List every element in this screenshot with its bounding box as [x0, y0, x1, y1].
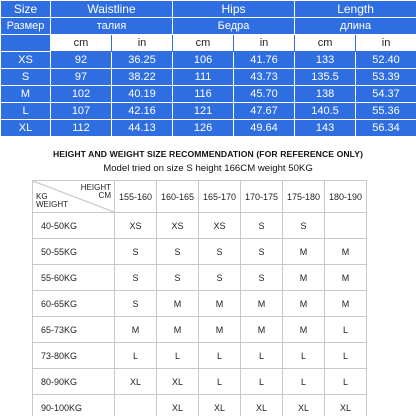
- size-row: [1, 86, 416, 103]
- recommended-size-cell: M: [283, 239, 325, 265]
- measurement-cell: 112: [51, 120, 112, 137]
- recommended-size-cell: XS: [199, 213, 241, 239]
- recommendation-subtitle: Model tried on size S height 166CM weight 50KG: [103, 163, 313, 174]
- recommended-size-cell: [325, 213, 367, 239]
- recommended-size-cell: M: [325, 265, 367, 291]
- weight-row: [33, 395, 367, 416]
- measurement-cell: 56.34: [356, 120, 416, 137]
- recommended-size-cell: XL: [157, 395, 199, 416]
- header-waistline-ru: талия: [51, 18, 173, 35]
- height-range-cell: 160-165: [157, 181, 199, 213]
- weight-range-cell: 80-90KG: [33, 369, 115, 395]
- weight-row: [33, 239, 367, 265]
- height-weight-table: [32, 180, 367, 416]
- unit-cell: in: [234, 35, 295, 52]
- recommended-size-cell: L: [157, 343, 199, 369]
- recommended-size-cell: S: [115, 291, 157, 317]
- recommended-size-cell: S: [157, 239, 199, 265]
- measurement-cell: 138: [295, 86, 356, 103]
- recommended-size-cell: L: [199, 369, 241, 395]
- recommended-size-cell: L: [325, 343, 367, 369]
- corner-height-unit: CM: [98, 191, 111, 200]
- recommended-size-cell: M: [241, 317, 283, 343]
- measurement-cell: 36.25: [112, 52, 173, 69]
- recommended-size-cell: M: [325, 239, 367, 265]
- measurement-cell: 52.40: [356, 52, 416, 69]
- weight-row: [33, 265, 367, 291]
- height-range-cell: 165-170: [199, 181, 241, 213]
- recommended-size-cell: L: [199, 343, 241, 369]
- header-hips: Hips: [173, 1, 295, 18]
- recommended-size-cell: XL: [241, 395, 283, 416]
- measurement-cell: 121: [173, 103, 234, 120]
- recommended-size-cell: M: [199, 291, 241, 317]
- unit-cell: cm: [295, 35, 356, 52]
- weight-range-cell: 60-65KG: [33, 291, 115, 317]
- header-hips-ru: Бедра: [173, 18, 295, 35]
- size-chart-header-ru-row: [1, 18, 416, 35]
- measurement-cell: 47.67: [234, 103, 295, 120]
- recommended-size-cell: S: [241, 213, 283, 239]
- recommended-size-cell: XL: [283, 395, 325, 416]
- height-weight-body: [33, 213, 367, 416]
- recommended-size-cell: S: [283, 213, 325, 239]
- size-label-cell: L: [1, 103, 51, 120]
- size-chart-header-row: [1, 1, 416, 18]
- recommended-size-cell: XL: [115, 369, 157, 395]
- weight-row: [33, 213, 367, 239]
- weight-range-cell: 40-50KG: [33, 213, 115, 239]
- recommended-size-cell: L: [325, 317, 367, 343]
- recommended-size-cell: M: [283, 265, 325, 291]
- measurement-cell: 106: [173, 52, 234, 69]
- measurement-cell: 44.13: [112, 120, 173, 137]
- recommended-size-cell: M: [199, 317, 241, 343]
- size-row: [1, 52, 416, 69]
- measurement-cell: 54.37: [356, 86, 416, 103]
- header-size-ru: Размер: [1, 18, 51, 35]
- recommended-size-cell: XL: [157, 369, 199, 395]
- size-label-cell: S: [1, 69, 51, 86]
- size-row: [1, 69, 416, 86]
- weight-range-cell: 55-60KG: [33, 265, 115, 291]
- height-range-cell: 155-160: [115, 181, 157, 213]
- size-row: [1, 103, 416, 120]
- recommended-size-cell: L: [283, 369, 325, 395]
- measurement-cell: 102: [51, 86, 112, 103]
- measurement-cell: 107: [51, 103, 112, 120]
- recommended-size-cell: L: [283, 343, 325, 369]
- recommended-size-cell: S: [199, 239, 241, 265]
- height-header-row: [33, 181, 367, 213]
- size-chart-table: [0, 0, 416, 137]
- measurement-cell: 43.73: [234, 69, 295, 86]
- units-blank-cell: [1, 35, 51, 52]
- weight-range-cell: 90-100KG: [33, 395, 115, 416]
- measurement-cell: 40.19: [112, 86, 173, 103]
- measurement-cell: 143: [295, 120, 356, 137]
- weight-range-cell: 73-80KG: [33, 343, 115, 369]
- weight-range-cell: 65-73KG: [33, 317, 115, 343]
- unit-cell: cm: [51, 35, 112, 52]
- measurement-cell: 116: [173, 86, 234, 103]
- weight-row: [33, 369, 367, 395]
- measurement-cell: 135.5: [295, 69, 356, 86]
- recommended-size-cell: XS: [157, 213, 199, 239]
- corner-weight-unit: KG: [36, 192, 48, 201]
- measurement-cell: 42.16: [112, 103, 173, 120]
- recommended-size-cell: M: [157, 291, 199, 317]
- weight-row: [33, 343, 367, 369]
- header-length-ru: длина: [295, 18, 416, 35]
- recommendation-title: HEIGHT AND WEIGHT SIZE RECOMMENDATION (FOR REFERENCE ONLY): [52, 149, 364, 159]
- unit-cell: in: [112, 35, 173, 52]
- recommended-size-cell: M: [283, 317, 325, 343]
- recommended-size-cell: S: [157, 265, 199, 291]
- corner-height-label: [81, 184, 111, 200]
- corner-height-text: HEIGHT: [80, 183, 111, 192]
- unit-cell: cm: [173, 35, 234, 52]
- recommended-size-cell: M: [157, 317, 199, 343]
- unit-cell: in: [356, 35, 416, 52]
- size-label-cell: M: [1, 86, 51, 103]
- measurement-cell: 38.22: [112, 69, 173, 86]
- recommended-size-cell: S: [199, 265, 241, 291]
- recommended-size-cell: L: [325, 369, 367, 395]
- recommended-size-cell: [115, 395, 157, 416]
- size-chart-units-row: [1, 35, 416, 52]
- measurement-cell: 41.76: [234, 52, 295, 69]
- recommended-size-cell: XL: [325, 395, 367, 416]
- measurement-cell: 133: [295, 52, 356, 69]
- recommended-size-cell: M: [241, 291, 283, 317]
- recommended-size-cell: S: [115, 265, 157, 291]
- header-size: Size: [1, 1, 51, 18]
- measurement-cell: 111: [173, 69, 234, 86]
- header-waistline: Waistline: [51, 1, 173, 18]
- recommended-size-cell: S: [241, 265, 283, 291]
- recommended-size-cell: S: [241, 239, 283, 265]
- recommended-size-cell: L: [115, 343, 157, 369]
- measurement-cell: 55.36: [356, 103, 416, 120]
- recommended-size-cell: XS: [115, 213, 157, 239]
- recommended-size-cell: M: [325, 291, 367, 317]
- measurement-cell: 53.39: [356, 69, 416, 86]
- recommended-size-cell: S: [115, 239, 157, 265]
- size-label-cell: XS: [1, 52, 51, 69]
- corner-cell: [33, 181, 115, 213]
- header-length: Length: [295, 1, 416, 18]
- size-row: [1, 120, 416, 137]
- measurement-cell: 97: [51, 69, 112, 86]
- height-range-cell: 180-190: [325, 181, 367, 213]
- weight-row: [33, 291, 367, 317]
- size-label-cell: XL: [1, 120, 51, 137]
- recommended-size-cell: L: [241, 369, 283, 395]
- weight-range-cell: 50-55KG: [33, 239, 115, 265]
- measurement-cell: 140.5: [295, 103, 356, 120]
- height-range-cell: 170-175: [241, 181, 283, 213]
- height-range-cell: 175-180: [283, 181, 325, 213]
- recommended-size-cell: M: [115, 317, 157, 343]
- size-chart-body: [1, 52, 416, 137]
- measurement-cell: 49.64: [234, 120, 295, 137]
- corner-weight-label: [36, 193, 68, 209]
- measurement-cell: 92: [51, 52, 112, 69]
- recommended-size-cell: M: [283, 291, 325, 317]
- recommended-size-cell: XL: [199, 395, 241, 416]
- measurement-cell: 126: [173, 120, 234, 137]
- weight-row: [33, 317, 367, 343]
- corner-weight-text: WEIGHT: [36, 200, 68, 209]
- recommended-size-cell: L: [241, 343, 283, 369]
- measurement-cell: 45.70: [234, 86, 295, 103]
